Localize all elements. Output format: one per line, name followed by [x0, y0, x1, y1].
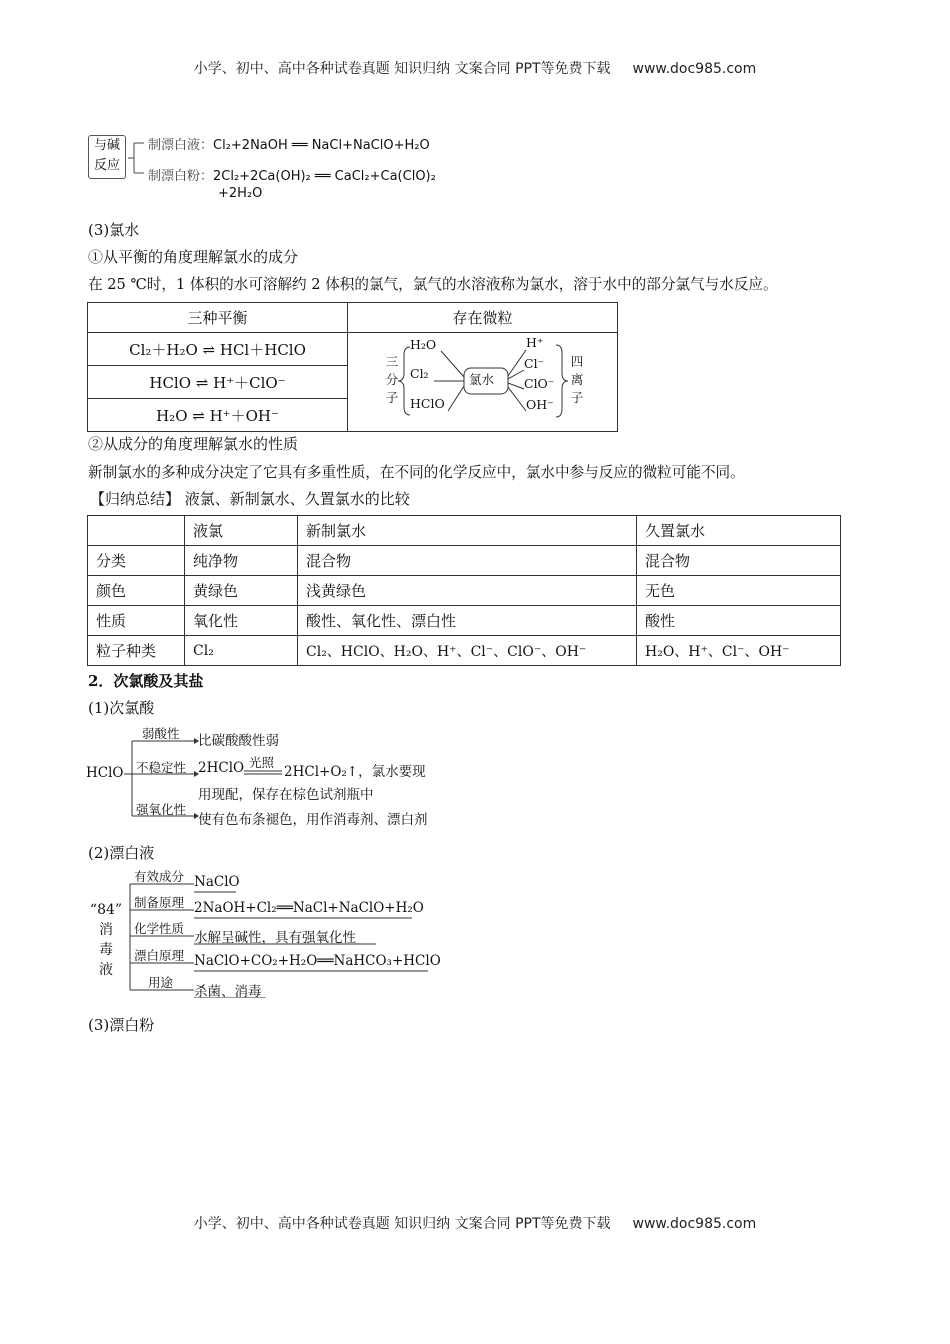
table-cell: 粒子种类 — [88, 636, 185, 666]
table-row — [88, 303, 618, 333]
diagram-center-label: 氯水 — [469, 372, 495, 387]
alkali-row2 — [148, 165, 436, 184]
table-row — [88, 576, 841, 606]
alkali-box-line2: 反应 — [93, 158, 120, 173]
table-header-cell: 久置氯水 — [637, 516, 841, 546]
bleach-root-line: 毒 — [99, 942, 113, 958]
bleach-b1-label: 有效成分 — [134, 869, 185, 884]
equilibrium-eq2: HClO ⇌ H⁺＋ClO⁻ — [88, 366, 348, 399]
table-header-cell: 液氯 — [185, 516, 298, 546]
alkali-row1-label: 制漂白液： — [148, 138, 214, 153]
alkali-bracket — [126, 140, 146, 176]
summary-title: 【归纳总结】 液氯、新制氯水、久置氯水的比较 — [90, 490, 410, 508]
table-row — [88, 333, 618, 366]
left-label-char: 三 — [385, 354, 399, 369]
table-header-cell: 新制氯水 — [298, 516, 637, 546]
table-cell: 酸性 — [637, 606, 841, 636]
table-header-cell — [88, 516, 185, 546]
diagram-right-label — [570, 353, 584, 407]
bleach-root-line: “84” — [89, 902, 123, 918]
hclo-b2-cont: 用现配，保存在棕色试剂瓶中 — [198, 787, 374, 803]
hclo-b1-text: 比碳酸酸性弱 — [198, 733, 279, 749]
powder-title: (3)漂白粉 — [88, 1016, 155, 1034]
alkali-row1-eq: Cl₂+2NaOH ══ NaCl+NaClO+H₂O — [213, 138, 430, 153]
bleach-b5-label: 用途 — [148, 975, 174, 990]
footer-text: 小学、初中、高中各种试卷真题 知识归纳 文案合同 PPT等免费下载 — [193, 1216, 611, 1232]
molecule-h2o: H₂O — [410, 337, 437, 352]
footer-url: www.doc985.com — [632, 1216, 757, 1232]
alkali-box-line1: 与碱 — [93, 138, 120, 153]
chlorine-water-paragraph: 在 25 ℃时，1 体积的水可溶解约 2 体积的氯气，氯气的水溶液称为氯水，溶于水中的部分氯气与水反应。 — [88, 276, 778, 293]
alkali-reaction-block — [88, 132, 468, 204]
table-row — [88, 636, 841, 666]
page-footer — [0, 1213, 950, 1233]
bleach-title: (2)漂白液 — [88, 844, 155, 862]
bleach-b2-label: 制备原理 — [134, 895, 185, 910]
bleach-b2-text: 2NaOH+Cl₂══NaCl+NaClO+H₂O — [194, 900, 424, 916]
chlorine-water-paragraph2: 新制氯水的多种成分决定了它具有多重性质，在不同的化学反应中，氯水中参与反应的微粒可能不同。 — [88, 464, 745, 481]
table-cell: 混合物 — [637, 546, 841, 576]
hclo-b2-eq-right: 2HCl+O₂↑，氯水要现 — [284, 764, 426, 780]
table-cell: 浅黄绿色 — [298, 576, 637, 606]
bleach-b4-text: NaClO+CO₂+H₂O══NaHCO₃+HClO — [194, 953, 441, 969]
bleach-root-line: 消 — [99, 922, 113, 938]
section-chlorine-water-sub1: ①从平衡的角度理解氯水的成分 — [88, 248, 299, 266]
alkali-box — [88, 135, 126, 179]
table-cell: 酸性、氧化性、漂白性 — [298, 606, 637, 636]
bleach-b3-label: 化学性质 — [134, 921, 185, 936]
equilibrium-table — [87, 302, 618, 432]
table-cell: 混合物 — [298, 546, 637, 576]
particles-diagram-cell — [348, 333, 618, 432]
alkali-row2-cont: +2H₂O — [218, 186, 263, 201]
alkali-row2-label: 制漂白粉： — [148, 169, 214, 184]
bleach-b3-text: 水解呈碱性，具有强氧化性 — [194, 930, 356, 946]
table-cell: 氧化性 — [185, 606, 298, 636]
table-row — [88, 516, 841, 546]
section-chlorine-water-title: (3)氯水 — [88, 221, 140, 239]
bleach-b4-label: 漂白原理 — [134, 948, 185, 963]
table-cell: 颜色 — [88, 576, 185, 606]
bleach-b5-text: 杀菌、消毒 — [194, 984, 262, 1000]
left-label-char: 分 — [385, 372, 399, 387]
hclo-b3-text: 使有色布条褪色，用作消毒剂、漂白剂 — [198, 812, 428, 828]
right-label-char: 离 — [570, 372, 584, 387]
ion-clo: ClO⁻ — [524, 376, 555, 391]
hclo-b2-label: 不稳定性 — [136, 760, 187, 775]
equilibrium-eq1: Cl₂＋H₂O ⇌ HCl＋HClO — [88, 333, 348, 366]
table-row — [88, 606, 841, 636]
table-cell: 性质 — [88, 606, 185, 636]
bleach-root — [86, 900, 126, 980]
bleach-b1-text: NaClO — [194, 874, 240, 890]
ion-cl: Cl⁻ — [524, 356, 545, 371]
table-cell: 黄绿色 — [185, 576, 298, 606]
table-cell: 分类 — [88, 546, 185, 576]
page-header — [0, 58, 950, 78]
table-cell: Cl₂、HClO、H₂O、H⁺、Cl⁻、ClO⁻、OH⁻ — [298, 636, 637, 666]
equilibrium-eq3: H₂O ⇌ H⁺＋OH⁻ — [88, 399, 348, 432]
hclo-root: HClO — [86, 765, 124, 781]
ion-oh: OH⁻ — [526, 397, 554, 412]
right-label-char: 四 — [570, 354, 584, 369]
comparison-table — [87, 515, 841, 666]
bleach-diagram — [86, 866, 446, 998]
section-chlorine-water-sub2: ②从成分的角度理解氯水的性质 — [88, 435, 299, 453]
header-text: 小学、初中、高中各种试卷真题 知识归纳 文案合同 PPT等免费下载 — [193, 61, 611, 77]
molecule-hclo: HClO — [410, 396, 445, 411]
table-row — [88, 546, 841, 576]
header-url: www.doc985.com — [632, 61, 757, 77]
hclo-diagram — [86, 724, 446, 828]
hclo-b1-label: 弱酸性 — [142, 726, 180, 741]
hclo-b2-eq-left: 2HClO — [198, 760, 245, 776]
alkali-row1 — [148, 134, 430, 153]
table-cell: Cl₂ — [185, 636, 298, 666]
hclo-b3-label: 强氧化性 — [136, 802, 187, 817]
table-cell: 无色 — [637, 576, 841, 606]
molecule-cl2: Cl₂ — [410, 366, 429, 381]
diagram-left-label — [385, 353, 399, 407]
hclo-b2-eq-cond: 光照 — [249, 755, 275, 770]
right-label-char: 子 — [570, 390, 584, 405]
hclo-title: (1)次氯酸 — [88, 699, 155, 717]
table-header-particles: 存在微粒 — [348, 303, 618, 333]
left-label-char: 子 — [385, 390, 399, 405]
table-cell: H₂O、H⁺、Cl⁻、OH⁻ — [637, 636, 841, 666]
bleach-root-line: 液 — [99, 962, 113, 978]
section-hypochlorous-title: 2．次氯酸及其盐 — [88, 672, 204, 690]
alkali-row2-eq: 2Cl₂+2Ca(OH)₂ ══ CaCl₂+Ca(ClO)₂ — [213, 169, 436, 184]
ion-h: H⁺ — [526, 335, 544, 350]
table-header-equilibria: 三种平衡 — [88, 303, 348, 333]
table-cell: 纯净物 — [185, 546, 298, 576]
